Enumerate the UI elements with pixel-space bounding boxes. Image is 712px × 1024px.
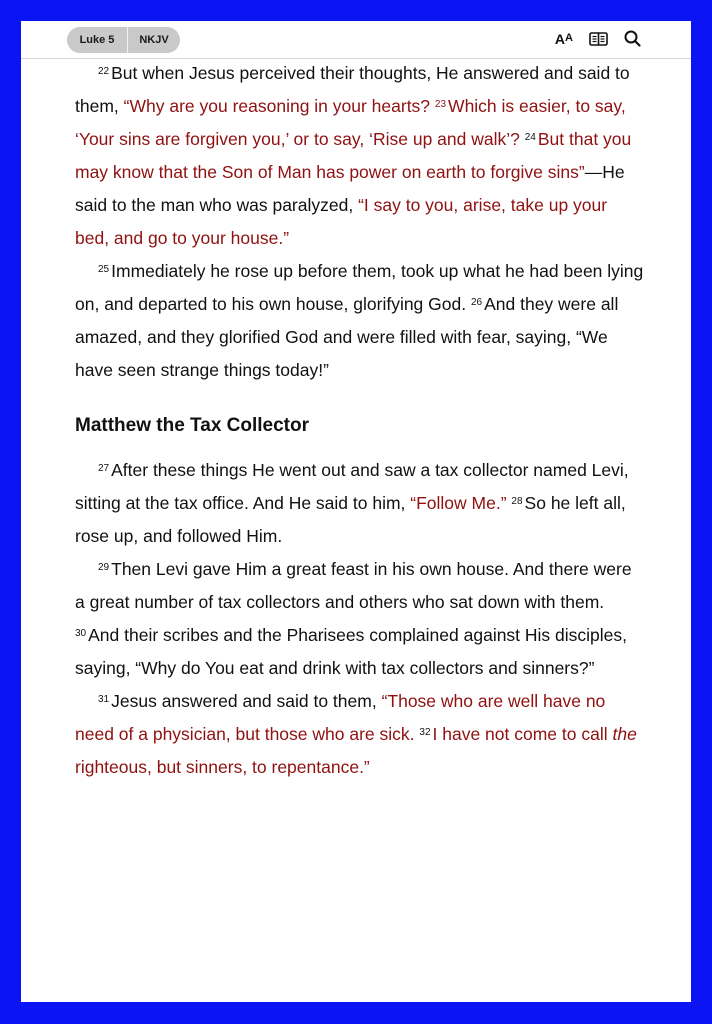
passage-selector	[67, 27, 180, 53]
words-of-christ: righteous, but sinners, to repentance.”	[75, 757, 370, 777]
verse-number[interactable]: 31	[98, 694, 110, 705]
verse-number[interactable]: 25	[98, 264, 110, 275]
words-of-christ: But that you may know that the Son of Man has power on earth to forgive sins”	[75, 129, 632, 182]
top-toolbar	[21, 21, 691, 59]
chapter-text	[75, 57, 645, 784]
words-of-christ: “Follow Me.”	[410, 493, 507, 513]
verse-text: —He said to the man who was paralyzed,	[75, 162, 625, 215]
version-button[interactable]: NKJV	[127, 27, 180, 53]
reader-screen	[21, 21, 691, 1002]
reader-book-icon[interactable]	[589, 32, 608, 46]
paragraph-v31	[75, 685, 645, 784]
verse-number[interactable]: 30	[75, 628, 87, 639]
verse-text: Then Levi gave Him a great feast in his own house. And there were a great number of tax collectors and others who sat down with them.	[75, 559, 632, 612]
section-heading: Matthew the Tax Collector	[75, 415, 310, 436]
paragraph-v27	[75, 454, 645, 553]
book-chapter-button[interactable]: Luke 5	[79, 34, 115, 46]
paragraph-v29	[75, 553, 645, 685]
verse-text: And they were all amazed, and they glorified God and were filled with fear, saying, “We have seen strange things today!”	[75, 294, 619, 380]
verse-text: Jesus answered and said to them,	[111, 691, 382, 711]
words-of-christ-italic: the	[612, 724, 637, 744]
verse-text: So he left all, rose up, and followed Him.	[75, 493, 626, 546]
words-of-christ: Which is easier, to say, ‘Your sins are forgiven you,’ or to say, ‘Rise up and walk’?	[75, 96, 626, 149]
search-icon[interactable]	[624, 30, 641, 47]
verse-number[interactable]: 24	[524, 132, 536, 143]
verse-number[interactable]: 22	[98, 66, 110, 77]
verse-text: But when Jesus perceived their thoughts, He answered and said to them,	[75, 63, 630, 116]
paragraph-v25	[75, 255, 645, 387]
verse-number[interactable]: 32	[419, 727, 431, 738]
verse-number[interactable]: 28	[511, 496, 523, 507]
verse-text: And their scribes and the Pharisees complained against His disciples, saying, “Why do You eat and drink with tax collectors and sinners?”	[75, 625, 628, 678]
toolbar-actions	[555, 30, 641, 47]
words-of-christ: “Those who are well have no need of a physician, but those who are sick.	[75, 691, 606, 744]
words-of-christ: I have not come to call	[432, 724, 613, 744]
verse-text: After these things He went out and saw a tax collector named Levi, sitting at the tax office. And He said to him,	[75, 460, 629, 513]
words-of-christ: “Why are you reasoning in your hearts?	[123, 96, 431, 116]
verse-number[interactable]: 26	[470, 297, 483, 308]
words-of-christ: “I say to you, arise, take up your bed, and go to your house.”	[75, 195, 608, 248]
text-size-icon[interactable]: A A	[554, 30, 573, 47]
verse-number[interactable]: 23	[434, 99, 447, 110]
verse-number[interactable]: 27	[98, 463, 110, 474]
verse-text: Immediately he rose up before them, took up what he had been lying on, and departed to his own house, glorifying God.	[75, 261, 644, 314]
verse-number[interactable]: 29	[98, 562, 110, 573]
paragraph-v22	[75, 57, 645, 255]
